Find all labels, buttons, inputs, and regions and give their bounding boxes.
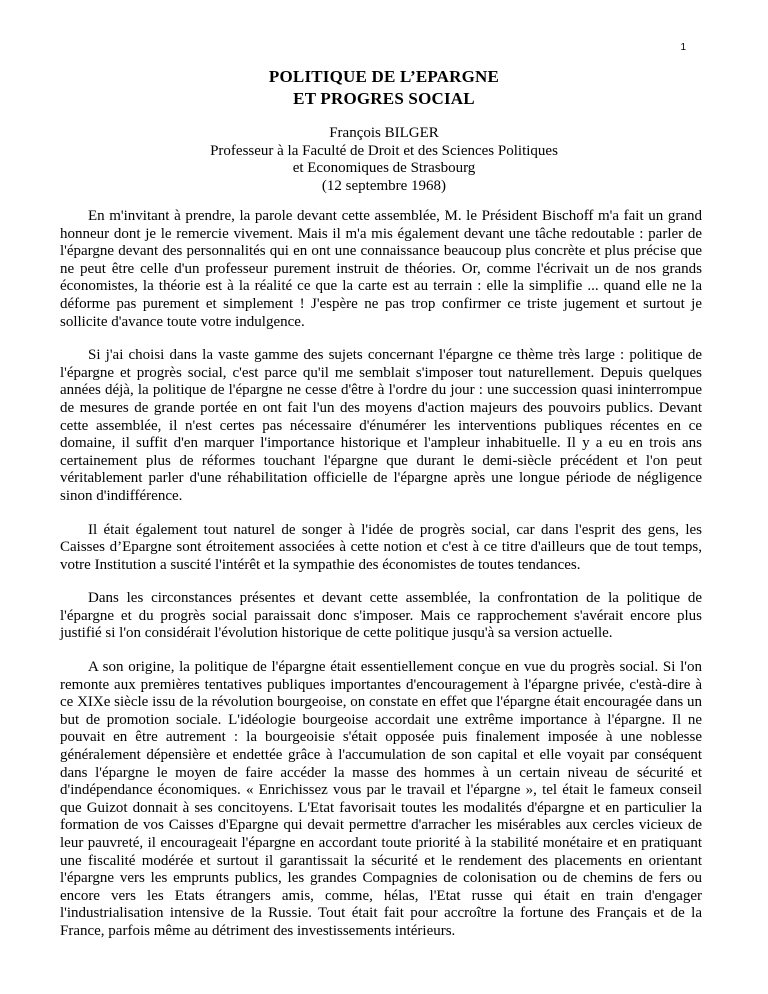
paragraph: Il était également tout naturel de songer à l'idée de progrès social, car dans l'esprit des gens, les Caisses d’Epargne sont étroitement associées à cette notion et c'est à ce titre d'ailleurs que de tout temps, votre Institution a suscité l'intérêt et la sympathie des économistes de toutes tendances. <box>60 521 702 573</box>
document-date: (12 septembre 1968) <box>321 177 447 194</box>
paragraph: Dans les circonstances présentes et devant cette assemblée, la confrontation de la politique de l'épargne et du progrès social paraissait donc s'imposer. Mais ce rapprochement s'avérait encore plus justifié si l'on considérait l'évolution historique de cette politique jusqu'à sa version actuelle. <box>60 590 702 642</box>
paragraph: Si j'ai choisi dans la vaste gamme des sujets concernant l'épargne ce thème très large : politique de l'épargne et progrès social, c'est parce qu'il me semblait s'imposer tout naturellement. Depuis quelques années déjà, la politique de l'épargne ne cesse d'être à l'ordre du jour : une succession quasi ininterrompue de mesures de grande portée en ont fait l'un des moyens d'action majeurs des pouvoirs publics. Devant cette assemblée, il n'est certes pas nécessaire d'énumérer les interventions publiques récentes en ce domaine, il suffit d'en marquer l'importance historique et l'ampleur inhabituelle. Il y a eu en trois ans certainement plus de réformes touchant l'épargne que durant le demi-siècle précédent et l'on peut véritablement parler d'une réhabilitation officielle de l'épargne après une longue période de négligence sinon d'indifférence. <box>60 347 702 504</box>
author-affiliation-line-2: et Economiques de Strasbourg <box>292 160 476 176</box>
title-line-1: POLITIQUE DE L’EPARGNE <box>268 67 500 86</box>
author-name: François BILGER <box>329 125 439 141</box>
title-line-2: ET PROGRES SOCIAL <box>293 89 475 108</box>
author-affiliation-line-1: Professeur à la Faculté de Droit et des Sciences Politiques <box>210 142 558 159</box>
document-title <box>0 66 768 110</box>
author-block <box>0 125 768 195</box>
page-number: 1 <box>680 42 686 53</box>
paragraph: A son origine, la politique de l'épargne était essentiellement conçue en vue du progrès social. Si l'on remonte aux premières tentatives publiques importantes d'encouragement à l'épargne privée, c'està-dire à ce XIXe siècle issu de la révolution bourgeoise, on constate en effet que l'épargne était encouragée dans un but de promotion sociale. L'idéologie bourgeoise accordait une extrême importance à l'épargne. Il ne pouvait en être autrement : la bourgeoisie s'était opposée puis finalement imposée à une noblesse généralement dépensière et endettée grâce à l'accumulation de son capital et elle voyait par conséquent dans l'épargne le moyen de faire accéder la masse des hommes à un certain niveau de sécurité et d'indépendance économiques. « Enrichissez vous par le travail et l'épargne », tel était le fameux conseil que Guizot donnait à ses concitoyens. L'Etat favorisait toutes les modalités d'épargne et en particulier la formation de vos Caisses d'Epargne qui devait permettre d'arracher les misérables aux cercles vicieux de leur pauvreté, il encourageait l'épargne en accordant toute priorité à la stabilité monétaire et en pratiquant une fiscalité modérée et surtout il garantissait la sécurité et le rendement des placements en orientant l'épargne vers les emprunts publics, les grandes Compagnies de colonisation ou de chemins de fers ou encore vers les Etats étrangers amis, comme, hélas, l'Etat russe qui était en train d'engager l'industrialisation intensive de la Russie. Tout était fait pour accroître la fortune des Français et de la France, parfois même au détriment des investissements intérieurs. <box>60 659 702 939</box>
body-text <box>60 208 702 957</box>
paragraph: En m'invitant à prendre, la parole devant cette assemblée, M. le Président Bischoff m'a fait un grand honneur dont je le remercie vivement. Mais il m'a mis également devant une tâche redoutable : parler de l'épargne devant des personnalités qui en ont une connaissance beaucoup plus concrète et plus précise que ne peut être celle d'un professeur purement instruit de théories. Or, comme l'écrivait un de nos grands économistes, la théorie est à la réalité ce que la carte est au terrain : elle la simplifie ... quand elle ne la déforme pas purement et simplement ! J'espère ne pas trop confirmer ce triste jugement et surtout je sollicite d'avance toute votre indulgence. <box>60 208 702 330</box>
